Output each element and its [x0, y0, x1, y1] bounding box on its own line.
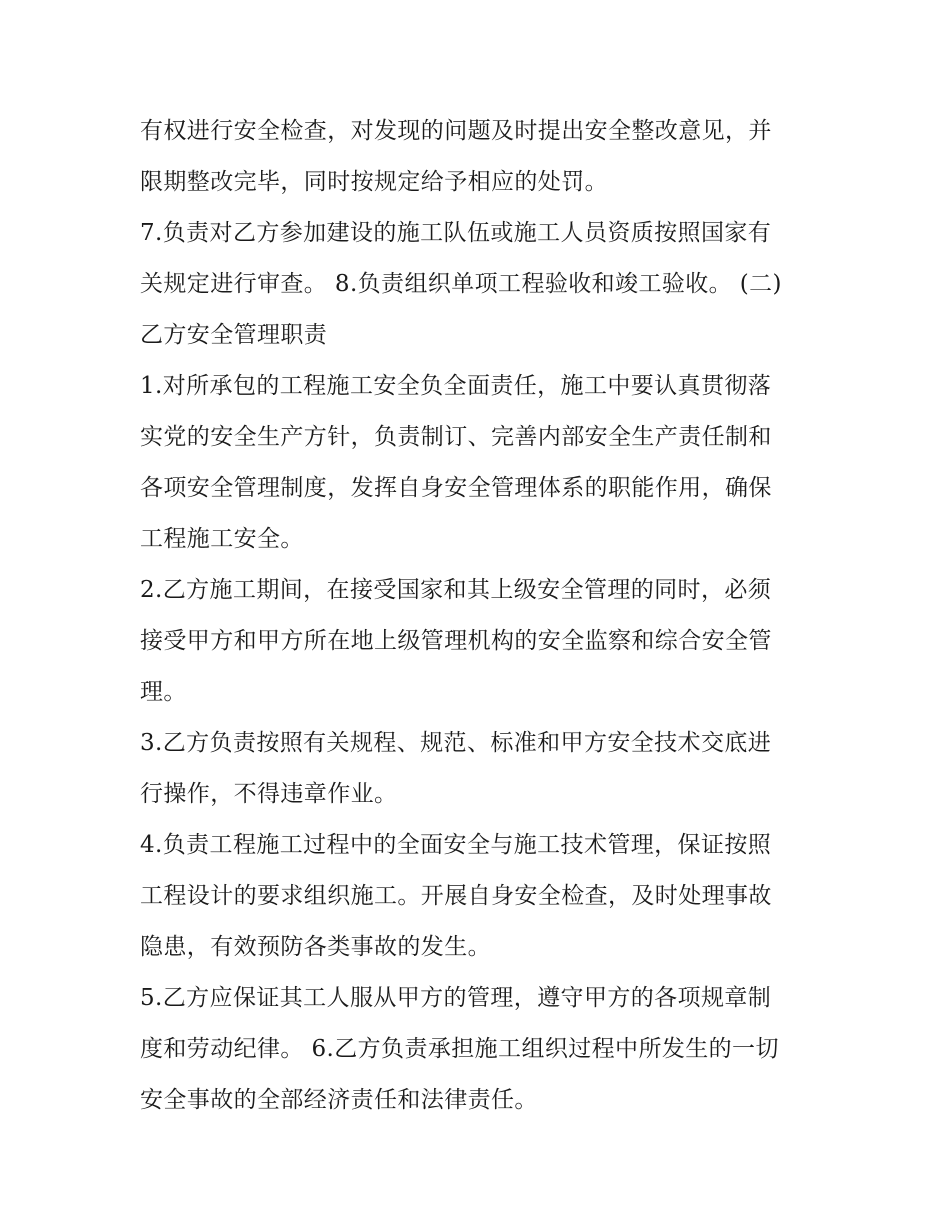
- text-line: 理。: [140, 679, 187, 705]
- text-line: 有权进行安全检查，对发现的问题及时提出安全整改意见，并: [140, 118, 772, 144]
- text-line: 行操作，不得违章作业。: [140, 781, 398, 807]
- section-heading: 乙方安全管理职责: [140, 322, 328, 348]
- text-line: 4.负责工程施工过程中的全面安全与施工技术管理，保证按照: [140, 832, 772, 858]
- text-line: 各项安全管理制度，发挥自身安全管理体系的职能作用，确保: [140, 475, 772, 501]
- text-line: 实党的安全生产方针，负责制订、完善内部安全生产责任制和: [140, 424, 772, 450]
- text-line: 限期整改完毕，同时按规定给予相应的处罚。: [140, 169, 608, 195]
- text-line: 3.乙方负责按照有关规程、规范、标准和甲方安全技术交底进: [140, 730, 772, 756]
- text-line: 工程施工安全。: [140, 526, 304, 552]
- text-line: 度和劳动纪律。 6.乙方负责承担施工组织过程中所发生的一切: [140, 1036, 779, 1062]
- text-line: 2.乙方施工期间，在接受国家和其上级安全管理的同时，必须: [140, 577, 772, 603]
- text-line: 5.乙方应保证其工人服从甲方的管理，遵守甲方的各项规章制: [140, 985, 772, 1011]
- text-line: 工程设计的要求组织施工。开展自身安全检查，及时处理事故: [140, 883, 772, 909]
- text-line: 关规定进行审查。 8.负责组织单项工程验收和竣工验收。 (二): [140, 271, 782, 297]
- text-line: 1.对所承包的工程施工安全负全面责任，施工中要认真贯彻落: [140, 373, 772, 399]
- text-line: 7.负责对乙方参加建设的施工队伍或施工人员资质按照国家有: [140, 220, 772, 246]
- document-body: [140, 106, 830, 1126]
- text-line: 接受甲方和甲方所在地上级管理机构的安全监察和综合安全管: [140, 628, 772, 654]
- text-line: 安全事故的全部经济责任和法律责任。: [140, 1087, 538, 1113]
- text-line: 隐患，有效预防各类事故的发生。: [140, 934, 491, 960]
